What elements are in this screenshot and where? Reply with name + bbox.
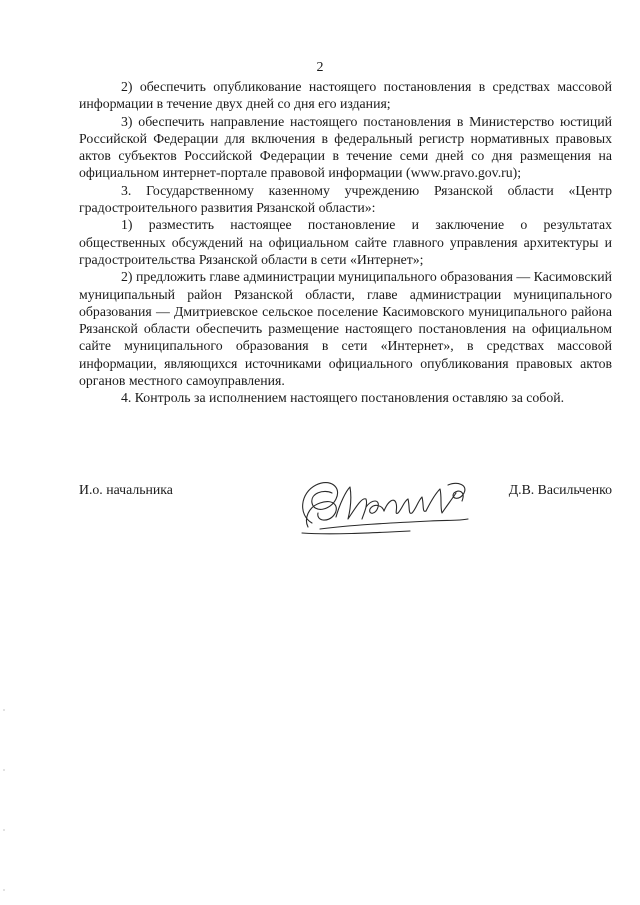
- handwritten-signature-icon: [290, 463, 480, 543]
- paragraph-item-1-website: 1) разместить настоящее постановление и заключение о результатах общественных обсуждений на официальном сайте главного управления архитектуры и градостроительства Рязанской области в сети «Интернет»;: [79, 217, 612, 267]
- paragraph-clause-3: 3. Государственному казенному учреждению Рязанской области «Центр градостроительного развития Рязанской области»:: [79, 182, 612, 216]
- document-body: [79, 78, 612, 407]
- paragraph-item-2-municipal: 2) предложить главе администрации муниципального образования — Касимовский муниципальный район Рязанской области, главе администрации муниципального образования — Дмитриевское сельское поселение Касимовского муниципального района Рязанской области обеспечить размещение настоящего постановления на официальном сайте муниципального образования в сети «Интернет», в средствах массовой информации, являющихся источниками официального опубликования правовых актов органов местного самоуправления.: [79, 269, 612, 389]
- paragraph-item-2-publication: 2) обеспечить опубликование настоящего постановления в средствах массовой информации в течение двух дней со дня его издания;: [79, 79, 612, 112]
- paragraph-clause-4: 4. Контроль за исполнением настоящего постановления оставляю за собой.: [121, 390, 565, 406]
- signer-name: Д.В. Васильченко: [508, 482, 612, 497]
- signer-position: И.о. начальника: [79, 482, 173, 497]
- page-number: 2: [316, 60, 324, 75]
- paragraph-item-3-ministry: 3) обеспечить направление настоящего постановления в Министерство юстиций Российской Федерации для включения в федеральный регистр нормативных правовых актов субъектов Российской Федерации в течение семи дней со дня размещения на официальном интернет-портале правовой информации (www.pravo.gov.ru);: [79, 113, 612, 181]
- scan-margin-marks: [3, 700, 5, 900]
